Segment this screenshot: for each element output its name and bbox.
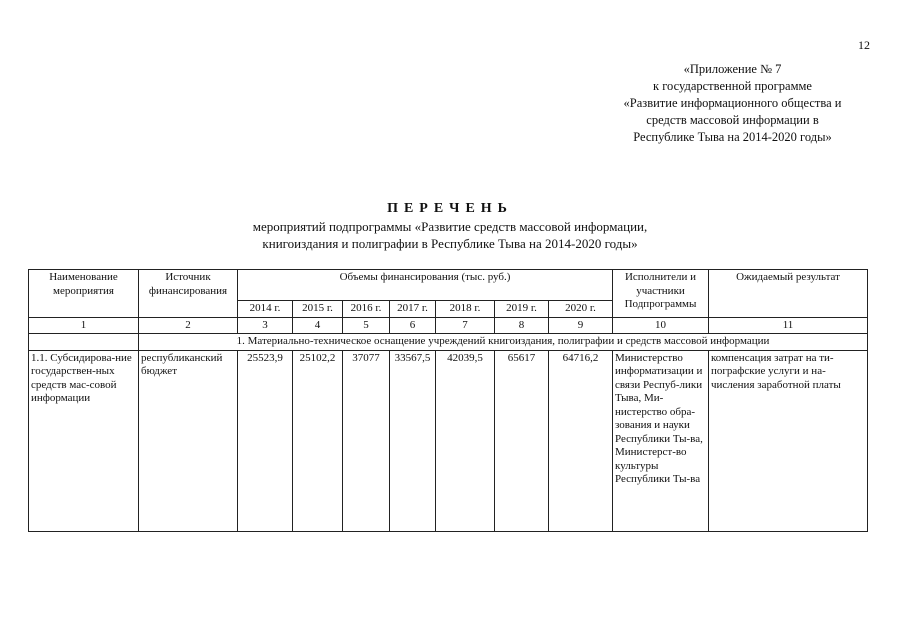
header-funding: Объемы финансирования (тыс. руб.): [238, 270, 613, 301]
funding-value: 42039,5: [436, 350, 495, 531]
funding-value: 25102,2: [293, 350, 343, 531]
title-line: мероприятий подпрограммы «Развитие средств массовой информации,: [252, 219, 648, 234]
section-row: [29, 334, 868, 351]
column-number: 3: [238, 317, 293, 334]
title-line: книгоиздания и полиграфии в Республике Тыва на 2014-2020 годы»: [262, 236, 638, 251]
header-year: 2014 г.: [238, 301, 293, 318]
expected-result: компенсация затрат на ти-пографские услуги и на-числения заработной платы: [709, 350, 868, 531]
table-row: [29, 350, 868, 531]
funding-value: 65617: [495, 350, 549, 531]
header-year: 2017 г.: [390, 301, 436, 318]
funding-value: 25523,9: [238, 350, 293, 531]
section-title: 1. Материально-техническое оснащение учреждений книгоиздания, полиграфии и средств массовой информации: [139, 334, 868, 351]
column-number: 9: [549, 317, 613, 334]
column-number: 10: [613, 317, 709, 334]
header-name: Наименование мероприятия: [29, 270, 139, 318]
header-result: Ожидаемый результат: [709, 270, 868, 318]
header-year: 2015 г.: [293, 301, 343, 318]
appendix-line: к государственной программе: [653, 79, 812, 93]
column-number: 1: [29, 317, 139, 334]
header-year: 2019 г.: [495, 301, 549, 318]
measure-name: 1.1. Субсидирова-ние государствен-ных средств мас-совой информации: [29, 350, 139, 531]
appendix-note: [560, 61, 905, 146]
page-number: 12: [858, 38, 870, 52]
column-number: 4: [293, 317, 343, 334]
appendix-line: Республике Тыва на 2014-2020 годы»: [633, 130, 832, 144]
document-title: [160, 200, 740, 252]
column-number: 11: [709, 317, 868, 334]
column-number: 2: [139, 317, 238, 334]
header-source: Источник финансирования: [139, 270, 238, 318]
funding-value: 33567,5: [390, 350, 436, 531]
appendix-line: средств массовой информации в: [646, 113, 819, 127]
funding-value: 37077: [343, 350, 390, 531]
header-executors: Исполнители и участники Подпрограммы: [613, 270, 709, 318]
funding-source: республиканский бюджет: [139, 350, 238, 531]
column-number: 7: [436, 317, 495, 334]
header-year: 2018 г.: [436, 301, 495, 318]
column-number: 6: [390, 317, 436, 334]
funding-value: 64716,2: [549, 350, 613, 531]
header-year: 2016 г.: [343, 301, 390, 318]
activities-table: [28, 269, 868, 532]
column-number: 5: [343, 317, 390, 334]
appendix-line: «Приложение № 7: [683, 62, 782, 76]
column-number: 8: [495, 317, 549, 334]
appendix-line: «Развитие информационного общества и: [623, 96, 842, 110]
executors: Министерство информатизации и связи Респуб-лики Тыва, Ми-нистерство обра-зования и науки Республики Ты-ва, Министерст-во культуры Республики Ты-ва: [613, 350, 709, 531]
header-year: 2020 г.: [549, 301, 613, 318]
column-number-row: [29, 317, 868, 334]
title-heading: ПЕРЕЧЕНЬ: [387, 201, 513, 216]
